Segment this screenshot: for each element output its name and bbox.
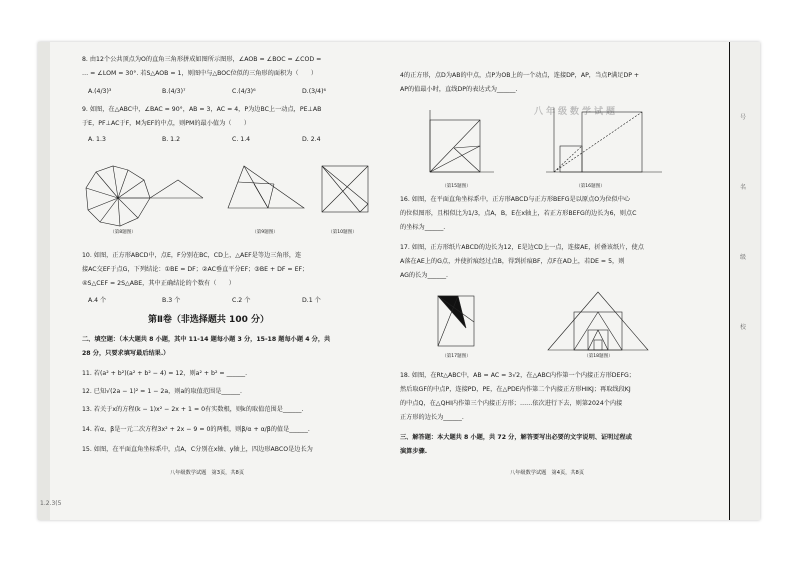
q15-cont-line2: AP的值最小时，直线DP的表达式为______.	[400, 86, 518, 93]
figure-9	[224, 162, 308, 214]
page-4-footer: 八年级数学试题 第4页，共8页	[510, 470, 585, 476]
figure-10	[320, 164, 372, 216]
fill-in-instructions-line2: 28 分，只要求填写最后结果.）	[82, 350, 170, 357]
q10-line3: ④S△CEF = 2S△ABE，其中正确结论的个数有（ ）	[82, 280, 235, 287]
q9-line1: 9. 如图，在△ABC中，∠BAC = 90°，AB = 3，AC = 4，P为边BC上一动点，PE⊥AB	[82, 106, 322, 113]
q10-option-a: A.4 个	[88, 297, 107, 304]
section-3-line1: 三、解答题：本大题共 8 小题，共 72 分，解答要写出必要的文字说明、证明过程或	[400, 434, 632, 441]
figure-10-caption: （第10题图）	[328, 230, 357, 235]
q9-option-b: B. 1.2	[162, 136, 181, 143]
section-3-line2: 演算步骤.	[400, 448, 428, 455]
corner-mark: 1.2.3(5	[40, 500, 62, 507]
binding-label-2: 名	[740, 184, 747, 191]
q13: 13. 若关于x的方程(k − 1)x² − 2x + 1 = 0有实数根，则k的取值范围是______.	[82, 406, 304, 413]
q9-option-a: A. 1.3	[88, 136, 106, 143]
q10-option-c: C.2 个	[232, 297, 251, 304]
q18-line3: 的中点Q，在△QHI内作第三个内接正方形；……依次进行下去，则第2024个内接	[400, 400, 623, 407]
page-3-footer: 八年级数学试题 第3页，共8页	[170, 470, 245, 476]
figure-17-caption: （第17题图）	[442, 354, 471, 359]
figure-16	[544, 106, 664, 176]
q12: 12. 已知√(2a − 1)² = 1 − 2a，则a的取值范围是______.	[82, 388, 242, 395]
faded-stamp: 八年级数学试题	[534, 107, 619, 117]
q9-option-c: C. 1.4	[232, 136, 251, 143]
q10-line2: 接AC交EF于点G，下列结论：①BE = DF；②AC垂直平分EF；③BE + DF = EF；	[82, 266, 309, 273]
q17-line3: AG的长为______.	[400, 272, 449, 279]
q10-option-d: D.1 个	[302, 297, 321, 304]
binding-margin	[729, 42, 760, 520]
figure-9-caption: （第9题图）	[252, 230, 278, 235]
q8-option-b: B.(4/3)⁷	[162, 88, 186, 95]
q8-line1: 8. 由12个公共顶点为O的直角三角形拼成如图所示图形，∠AOB = ∠BOC = ∠COD =	[82, 56, 322, 63]
q16-line1: 16. 如图，在平面直角坐标系中，正方形ABCD与正方形BEFG是以原点O为位似中心	[400, 196, 631, 203]
q18-line1: 18. 如图，在Rt△ABC中，AB = AC = 3√2，在△ABC内作第一个内接正方形DEFG；	[400, 372, 635, 379]
q10-option-b: B.3 个	[162, 297, 181, 304]
q8-option-d: D.(3/4)⁶	[302, 88, 326, 95]
binding-label-1: 号	[740, 114, 747, 121]
figure-8-caption: （第8题图）	[110, 230, 136, 235]
figure-18-caption: （第18题图）	[584, 354, 613, 359]
q15-start: 15. 如图，在平面直角坐标系中，点A，C分别在x轴、y轴上，四边形ABCO是边长为	[82, 446, 313, 453]
q18-line2: 然后取GF的中点P，连接PD，PE，在△PDE内作第二个内接正方形HIKJ；再取线段KJ	[400, 386, 631, 393]
figure-15-caption: （第15题图）	[442, 184, 471, 189]
q17-line1: 17. 如图，正方形纸片ABCD的边长为12，E是边CD上一点，连接AE，折叠该纸片，使点	[400, 244, 644, 251]
figure-18	[544, 288, 652, 354]
figure-16-caption: （第16题图）	[576, 184, 605, 189]
page-4	[394, 42, 724, 520]
q8-line2: … = ∠LOM = 30°. 若S△AOB = 1，则图中与△BOC位似的三角形的面积为（ ）	[82, 70, 318, 77]
section-2-title: 第Ⅱ卷（非选择题共 100 分）	[148, 315, 269, 325]
q14: 14. 若α、β是一元二次方程3x² + 2x − 9 = 0的两根，则β/α + α/β的值是______.	[82, 426, 310, 433]
q8-option-c: C.(4/3)⁶	[232, 88, 256, 95]
q17-line2: A落在AE上的G点，并使折痕经过点B，得到折痕BF，点F在AD上，若DE = 5，则	[400, 258, 625, 265]
figure-17	[434, 292, 484, 352]
left-gutter	[38, 42, 50, 520]
binding-label-3: 级	[740, 254, 747, 261]
q15-cont-line1: 4的正方形，点D为AB的中点，点P为OB上的一个动点，连接DP，AP，当点P满足DP +	[400, 72, 640, 79]
fill-in-instructions-line1: 二、填空题：（本大题共 8 小题，其中 11-14 题每小题 3 分，15-18 题每小题 4 分，共	[82, 336, 331, 343]
q18-line4: 正方形的边长为______.	[400, 414, 464, 421]
binding-label-4: 校	[740, 324, 747, 331]
q16-line2: 的位似图形，且相似比为1/3，点A，B，E在x轴上，若正方形BEFG的边长为6，则点C	[400, 210, 637, 217]
q9-option-d: D. 2.4	[302, 136, 321, 143]
q10-line1: 10. 如图，正方形ABCD中，点E，F分别在BC，CD上，△AEF是等边三角形，连	[82, 252, 302, 259]
q8-option-a: A.(4/3)³	[88, 88, 112, 95]
q9-line2: 于E，PF⊥AC于F，M为EF的中点，则PM的最小值为（ ）	[82, 120, 251, 127]
q11: 11. 若(a² + b²)(a² + b² − 4) = 12，则a² + b² = ______.	[82, 370, 248, 377]
figure-15	[424, 108, 496, 176]
exam-paper	[38, 42, 760, 520]
page-3	[52, 42, 382, 520]
q16-line3: 的坐标为______.	[400, 224, 446, 231]
figure-8	[78, 150, 208, 230]
